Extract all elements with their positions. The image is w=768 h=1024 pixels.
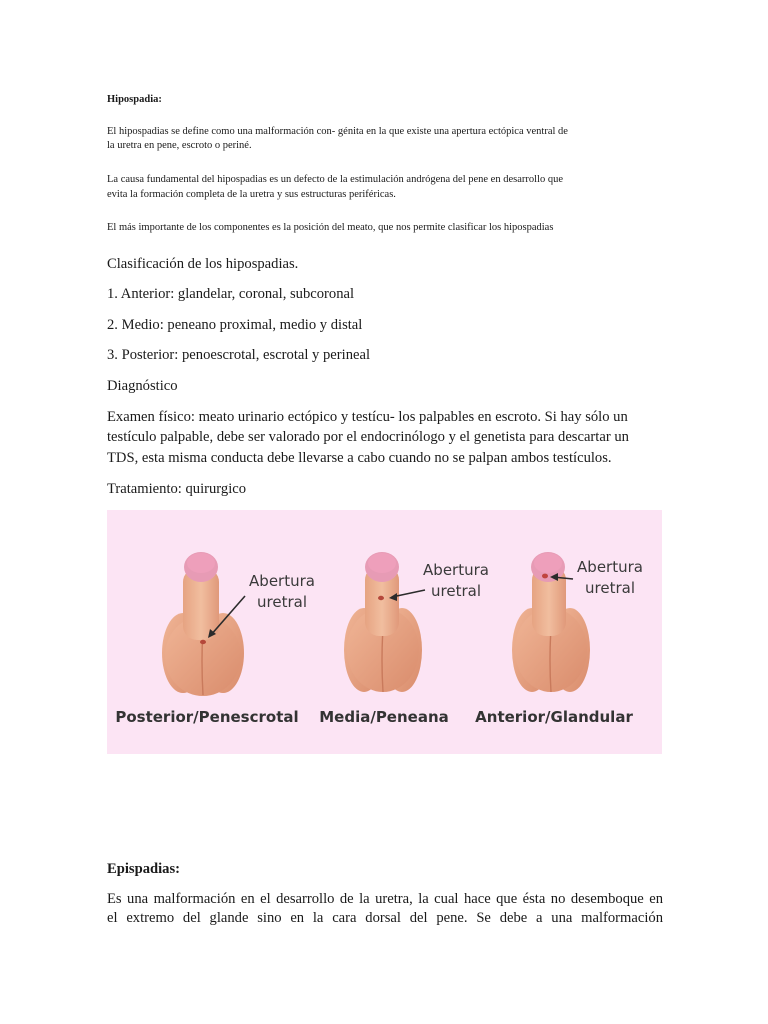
callout-line2: uretral	[431, 582, 481, 600]
media-peneana-diagram	[319, 552, 489, 726]
tratamiento-text: Tratamiento: quirurgico	[107, 481, 247, 497]
hipospadia-p1-line2: la uretra en pene, escroto o periné.	[107, 140, 252, 151]
callout-line1: Abertura	[423, 561, 489, 579]
epispadias-heading: Epispadias:	[107, 861, 181, 877]
callout-line1: Abertura	[577, 558, 643, 576]
epispadias-line2: el extremo del glande sino en la cara dorsal del pene. Se debe a una malformación	[107, 910, 663, 926]
callout-line1: Abertura	[249, 572, 315, 590]
diagnostico-line1: Examen físico: meato urinario ectópico y testícu- los palpables en escroto. Si hay sólo un	[107, 409, 628, 425]
diagnostico-line3: TDS, esta misma conducta debe llevarse a cabo cuando no se palpan ambos testículos.	[107, 450, 612, 466]
posterior-penescrotal-diagram	[115, 552, 315, 726]
urethral-opening-marker	[378, 596, 384, 600]
anterior-glandular-diagram	[475, 552, 643, 726]
urethral-opening-marker	[200, 640, 206, 644]
diagnostico-line2: testículo palpable, debe ser valorado por el endocrinólogo y el genetista para descartar un	[107, 429, 629, 445]
clasificacion-item-posterior: 3. Posterior: penoescrotal, escrotal y perineal	[107, 347, 371, 363]
hypospadias-types-illustration	[107, 510, 662, 754]
urethral-opening-marker	[542, 574, 548, 579]
panel-label-anterior: Anterior/Glandular	[475, 708, 633, 726]
diagnostico-title: Diagnóstico	[107, 378, 178, 394]
clasificacion-item-anterior: 1. Anterior: glandelar, coronal, subcoronal	[107, 286, 355, 302]
epispadias-line1: Es una malformación en el desarrollo de la uretra, la cual hace que ésta no desemboque en	[107, 891, 663, 907]
hipospadia-p3: El más importante de los componentes es la posición del meato, que nos permite clasificar los hipospadias	[107, 222, 554, 233]
clasificacion-title: Clasificación de los hipospadias.	[107, 256, 299, 272]
hipospadia-p1-line1: El hipospadias se define como una malformación con- génita en la que existe una apertura ectópica ventral de	[107, 126, 568, 137]
callout-line2: uretral	[585, 579, 635, 597]
hipospadia-heading: Hipospadia:	[107, 94, 162, 105]
clasificacion-item-medio: 2. Medio: peneano proximal, medio y distal	[107, 317, 363, 333]
hipospadia-p2-line2: evita la formación completa de la uretra y sus estructuras periféricas.	[107, 189, 396, 200]
panel-label-media: Media/Peneana	[319, 708, 449, 726]
callout-line2: uretral	[257, 593, 307, 611]
hipospadia-p2-line1: La causa fundamental del hipospadias es un defecto de la estimulación andrógena del pene en desarrollo que	[107, 174, 563, 185]
panel-label-posterior: Posterior/Penescrotal	[115, 708, 299, 726]
